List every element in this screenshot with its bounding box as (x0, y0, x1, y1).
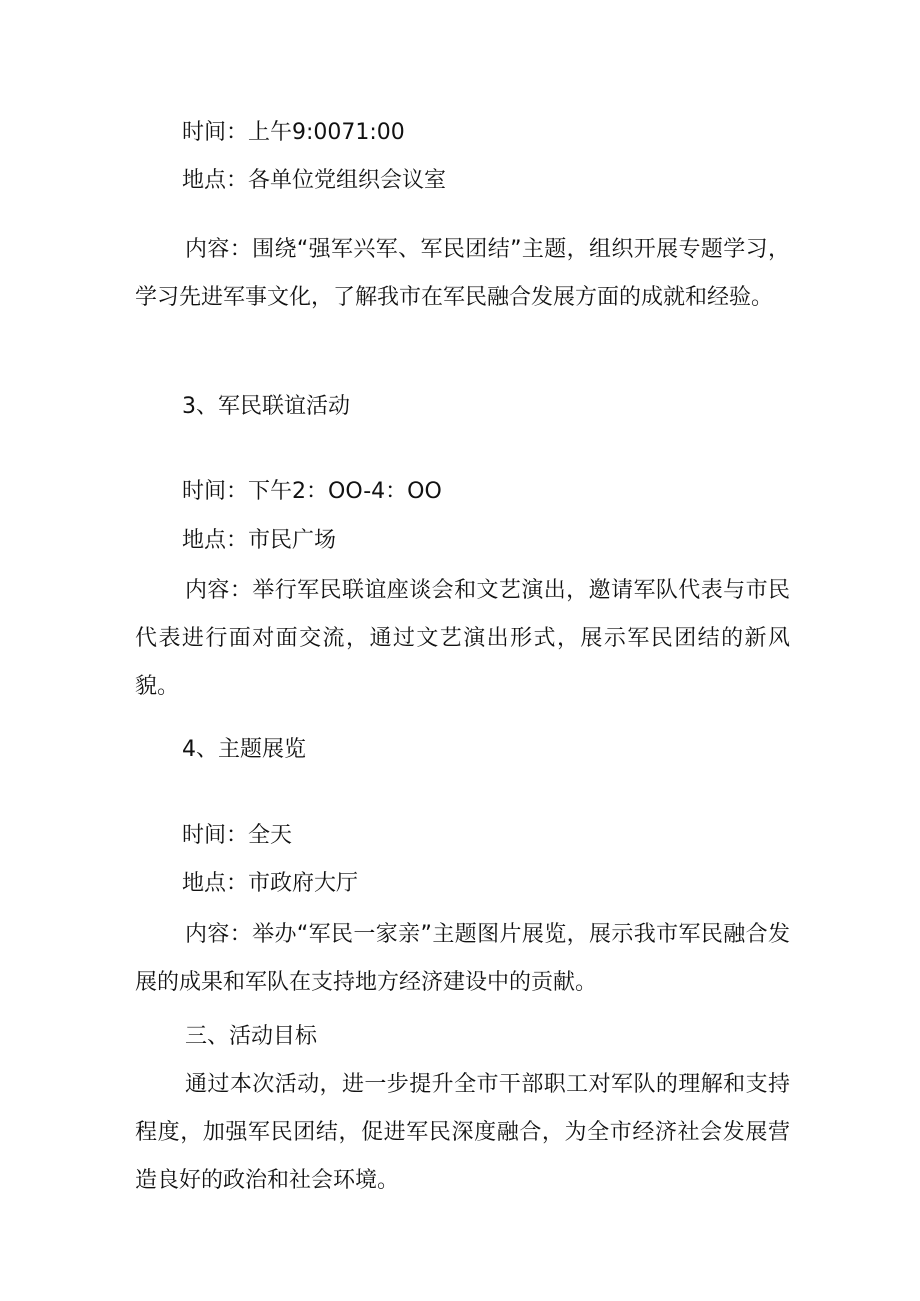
goal-heading: 三、活动目标 (185, 1024, 318, 1049)
section4-heading: 4、主题展览 (182, 737, 306, 762)
section4-time: 时间：全天 (182, 823, 293, 848)
section3-time: 时间：下午2：OO-4：OO (182, 479, 442, 504)
section3-place: 地点：市民广场 (182, 528, 337, 553)
goal-content: 通过本次活动，进一步提升全市干部职工对军队的理解和支持程度，加强军民团结，促进军民深度融合，为全市经济社会发展营造良好的政治和社会环境。 (135, 1072, 790, 1193)
section2-place: 地点：各单位党组织会议室 (182, 168, 447, 193)
section4-content: 内容：举办“军民一家亲”主题图片展览，展示我市军民融合发展的成果和军队在支持地方经济建设中的贡献。 (135, 922, 790, 995)
section4-place: 地点：市政府大厅 (182, 871, 359, 896)
section2-content: 内容：围绕“强军兴军、军民团结”主题，组织开展专题学习，学习先进军事文化，了解我市在军民融合发展方面的成就和经验。 (135, 237, 790, 310)
section3-heading: 3、军民联谊活动 (182, 394, 350, 419)
section2-time: 时间：上午9:0071:00 (182, 120, 405, 145)
section3-content: 内容：举行军民联谊座谈会和文艺演出，邀请军队代表与市民代表进行面对面交流，通过文艺演出形式，展示军民团结的新风貌。 (135, 578, 790, 699)
